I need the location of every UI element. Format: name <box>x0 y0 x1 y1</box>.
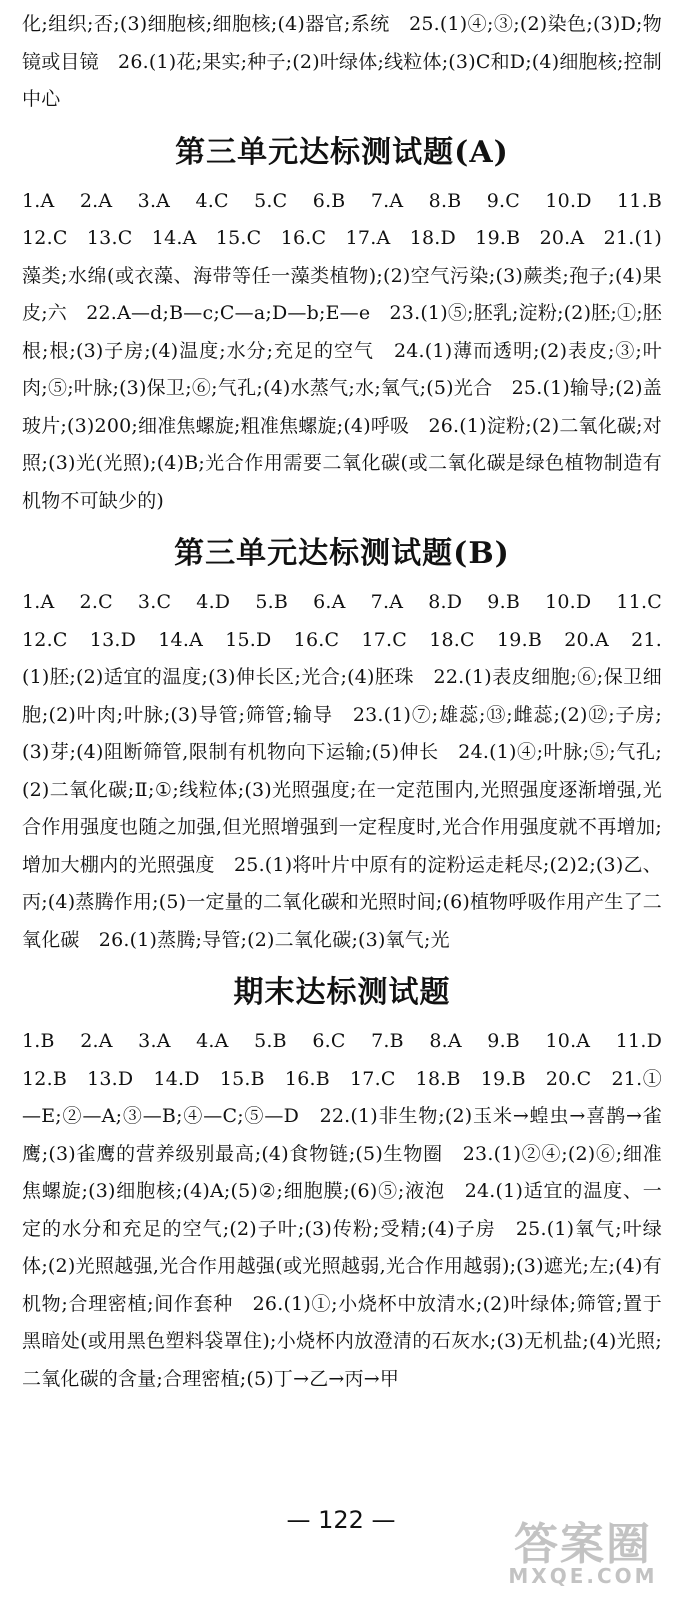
section-answers: 1.B 2.A 3.A 4.A 5.B 6.C 7.B 8.A 9.B 10.A 11.D 12.B 13.D 14.D 15.B 16.B 17.C 18.B 19.B 20.C 21.①—E;②—A;③—B;④—C;⑤—D 22.(1)非生物;(2)玉米→蝗虫→喜鹊→雀鹰;(3)雀鹰的营养级别最高;(4)食物链;(5)生物圈 23.(1)②④;(2)⑥;细准焦螺旋;(3)细胞核;(4)A;(5)②;细胞膜;(6)⑤;液泡 24.(1)适宜的温度、一定的水分和充足的空气;(2)子叶;(3)传粉;受精;(4)子房 25.(1)氧气;叶绿体;(2)光照越强,光合作用越强(或光照越弱,光合作用越弱);(3)遮光;左;(4)有机物;合理密植;间作套种 26.(1)①;小烧杯中放清水;(2)叶绿体;筛管;置于黑暗处(或用黑色塑料袋罩住);小烧杯内放澄清的石灰水;(3)无机盐;(4)光照;二氧化碳的含量;合理密植;(5)丁→乙→丙→甲 <box>22 1030 682 1390</box>
intro-paragraph: 化;组织;否;(3)细胞核;细胞核;(4)器官;系统 25.(1)④;③;(2)染色;(3)D;物镜或目镜 26.(1)花;果实;种子;(2)叶绿体;线粒体;(3)C和D;(4)细胞核;控制中心 <box>22 13 662 110</box>
answer-page <box>22 6 682 1398</box>
section-title: 第三单元达标测试题(A) <box>175 134 509 170</box>
section-answers: 1.A 2.C 3.C 4.D 5.B 6.A 7.A 8.D 9.B 10.D 11.C 12.C 13.D 14.A 15.D 16.C 17.C 18.C 19.B 20.A 21.(1)胚;(2)适宜的温度;(3)伸长区;光合;(4)胚珠 22.(1)表皮细胞;⑥;保卫细胞;(2)叶肉;叶脉;(3)导管;筛管;输导 23.(1)⑦;雄蕊;⑬;雌蕊;(2)⑫;子房;(3)芽;(4)阻断筛管,限制有机物向下运输;(5)伸长 24.(1)④;叶脉;⑤;气孔;(2)二氧化碳;Ⅱ;①;线粒体;(3)光照强度;在一定范围内,光照强度逐渐增强,光合作用强度也随之加强,但光照增强到一定程度时,光合作用强度就不再增加;增加大棚内的光照强度 25.(1)将叶片中原有的淀粉运走耗尽;(2)2;(3)乙、丙;(4)蒸腾作用;(5)一定量的二氧化碳和光照时间;(6)植物呼吸作用产生了二氧化碳 26.(1)蒸腾;导管;(2)二氧化碳;(3)氧气;光 <box>22 591 682 951</box>
watermark-logo-bottom: MXQE.COM <box>508 1564 658 1588</box>
watermark-logo-top: 答案圈 <box>514 1519 652 1570</box>
section-title: 期末达标测试题 <box>233 975 451 1010</box>
watermark-logo <box>498 1506 668 1588</box>
section-unit3-a <box>22 133 682 521</box>
section-unit3-b <box>22 534 682 959</box>
section-final-exam <box>22 973 682 1398</box>
page-number: — 122 — <box>286 1506 396 1534</box>
section-title: 第三单元达标测试题(B) <box>174 536 510 571</box>
section-answers: 1.A 2.A 3.A 4.C 5.C 6.B 7.A 8.B 9.C 10.D 11.B 12.C 13.C 14.A 15.C 16.C 17.A 18.D 19.B 20.A 21.(1)藻类;水绵(或衣藻、海带等任一藻类植物);(2)空气污染;(3)蕨类;孢子;(4)果皮;六 22.A—d;B—c;C—a;D—b;E—e 23.(1)⑤;胚乳;淀粉;(2)胚;①;胚根;根;(3)子房;(4)温度;水分;充足的空气 24.(1)薄而透明;(2)表皮;③;叶肉;⑤;叶脉;(3)保卫;⑥;气孔;(4)水蒸气;水;氧气;(5)光合 25.(1)输导;(2)盖玻片;(3)200;细准焦螺旋;粗准焦螺旋;(4)呼吸 26.(1)淀粉;(2)二氧化碳;对照;(3)光(光照);(4)B;光合作用需要二氧化碳(或二氧化碳是绿色植物制造有机物不可缺少的) <box>22 189 682 512</box>
